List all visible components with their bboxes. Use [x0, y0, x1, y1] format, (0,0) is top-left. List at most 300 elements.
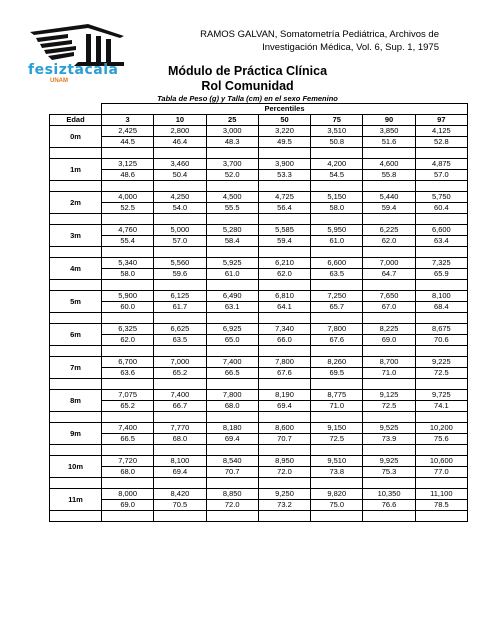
weight-cell: 9,250	[258, 489, 310, 500]
height-cell: 78.5	[415, 500, 467, 511]
height-cell: 72.0	[258, 467, 310, 478]
spacer-cell	[363, 280, 415, 291]
height-cell: 75.6	[415, 434, 467, 445]
height-cell: 63.1	[206, 302, 258, 313]
spacer-cell	[415, 511, 467, 522]
spacer-cell	[50, 313, 102, 324]
spacer-cell	[258, 148, 310, 159]
weight-cell: 8,000	[102, 489, 154, 500]
weight-cell: 4,875	[415, 159, 467, 170]
spacer-cell	[415, 346, 467, 357]
table-row-spacer	[50, 313, 468, 324]
spacer-cell	[50, 346, 102, 357]
weight-cell: 6,325	[102, 324, 154, 335]
table-row-weight	[50, 357, 468, 368]
growth-table	[49, 103, 468, 522]
weight-cell: 8,420	[154, 489, 206, 500]
height-cell: 46.4	[154, 137, 206, 148]
table-row-spacer	[50, 346, 468, 357]
weight-cell: 8,190	[258, 390, 310, 401]
spacer-cell	[415, 445, 467, 456]
height-cell: 68.0	[206, 401, 258, 412]
age-cell: 2m	[50, 192, 102, 214]
weight-cell: 7,400	[154, 390, 206, 401]
weight-cell: 9,125	[363, 390, 415, 401]
height-cell: 69.4	[258, 401, 310, 412]
spacer-cell	[311, 181, 363, 192]
table-row-weight	[50, 324, 468, 335]
weight-cell: 7,800	[206, 390, 258, 401]
percentile-header-cell: 3	[102, 115, 154, 126]
height-cell: 65.2	[154, 368, 206, 379]
spacer-cell	[363, 412, 415, 423]
height-cell: 49.5	[258, 137, 310, 148]
reference-line-1: RAMOS GALVAN, Somatometría Pediátrica, Archivos de	[200, 29, 439, 40]
height-cell: 50.4	[154, 170, 206, 181]
height-cell: 72.5	[311, 434, 363, 445]
height-cell: 51.6	[363, 137, 415, 148]
height-cell: 55.8	[363, 170, 415, 181]
weight-cell: 9,525	[363, 423, 415, 434]
weight-cell: 3,125	[102, 159, 154, 170]
height-cell: 62.0	[102, 335, 154, 346]
height-cell: 67.0	[363, 302, 415, 313]
spacer-cell	[154, 445, 206, 456]
spacer-cell	[311, 511, 363, 522]
height-cell: 70.5	[154, 500, 206, 511]
height-cell: 64.1	[258, 302, 310, 313]
percentile-header-cell: 75	[311, 115, 363, 126]
spacer-cell	[102, 346, 154, 357]
age-cell: 1m	[50, 159, 102, 181]
weight-cell: 7,340	[258, 324, 310, 335]
reference-citation	[179, 28, 439, 54]
weight-cell: 11,100	[415, 489, 467, 500]
height-cell: 75.0	[311, 500, 363, 511]
table-row-weight	[50, 192, 468, 203]
height-cell: 67.6	[311, 335, 363, 346]
height-cell: 76.6	[363, 500, 415, 511]
weight-cell: 7,075	[102, 390, 154, 401]
spacer-cell	[311, 379, 363, 390]
table-row-weight	[50, 456, 468, 467]
weight-cell: 7,800	[311, 324, 363, 335]
weight-cell: 6,125	[154, 291, 206, 302]
spacer-cell	[363, 214, 415, 225]
height-cell: 74.1	[415, 401, 467, 412]
spacer-cell	[102, 181, 154, 192]
height-cell: 61.7	[154, 302, 206, 313]
spacer-cell	[311, 280, 363, 291]
weight-cell: 6,600	[311, 258, 363, 269]
height-cell: 77.0	[415, 467, 467, 478]
weight-cell: 3,700	[206, 159, 258, 170]
height-cell: 65.2	[102, 401, 154, 412]
spacer-cell	[363, 181, 415, 192]
weight-cell: 7,325	[415, 258, 467, 269]
spacer-cell	[363, 379, 415, 390]
spacer-cell	[206, 313, 258, 324]
age-cell: 0m	[50, 126, 102, 148]
weight-cell: 7,720	[102, 456, 154, 467]
weight-cell: 7,770	[154, 423, 206, 434]
spacer-cell	[154, 247, 206, 258]
spacer-cell	[206, 214, 258, 225]
table-row-height	[50, 203, 468, 214]
spacer-cell	[154, 148, 206, 159]
height-cell: 61.0	[206, 269, 258, 280]
spacer-cell	[206, 412, 258, 423]
spacer-cell	[102, 214, 154, 225]
height-cell: 58.0	[102, 269, 154, 280]
percentile-header-cell: 10	[154, 115, 206, 126]
page-subtitle: Rol Comunidad	[201, 79, 294, 93]
weight-cell: 5,000	[154, 225, 206, 236]
weight-cell: 5,340	[102, 258, 154, 269]
weight-cell: 8,100	[415, 291, 467, 302]
spacer-cell	[415, 313, 467, 324]
weight-cell: 5,950	[311, 225, 363, 236]
weight-cell: 9,820	[311, 489, 363, 500]
height-cell: 58.0	[311, 203, 363, 214]
weight-cell: 7,400	[102, 423, 154, 434]
weight-cell: 6,490	[206, 291, 258, 302]
height-cell: 55.5	[206, 203, 258, 214]
weight-cell: 5,440	[363, 192, 415, 203]
weight-cell: 9,725	[415, 390, 467, 401]
spacer-cell	[102, 379, 154, 390]
weight-cell: 5,900	[102, 291, 154, 302]
spacer-cell	[154, 346, 206, 357]
table-row-height	[50, 500, 468, 511]
table-row-height	[50, 269, 468, 280]
table-row-height	[50, 467, 468, 478]
spacer-cell	[258, 280, 310, 291]
table-row-spacer	[50, 247, 468, 258]
spacer-cell	[415, 148, 467, 159]
spacer-cell	[258, 214, 310, 225]
weight-cell: 8,540	[206, 456, 258, 467]
weight-cell: 6,925	[206, 324, 258, 335]
table-row-spacer	[50, 181, 468, 192]
spacer-cell	[415, 478, 467, 489]
height-cell: 66.5	[102, 434, 154, 445]
height-cell: 59.6	[154, 269, 206, 280]
height-cell: 54.5	[311, 170, 363, 181]
weight-cell: 6,810	[258, 291, 310, 302]
weight-cell: 9,150	[311, 423, 363, 434]
spacer-cell	[154, 478, 206, 489]
height-cell: 65.0	[206, 335, 258, 346]
weight-cell: 8,950	[258, 456, 310, 467]
spacer-cell	[363, 346, 415, 357]
weight-cell: 8,180	[206, 423, 258, 434]
age-cell: 11m	[50, 489, 102, 511]
weight-cell: 3,510	[311, 126, 363, 137]
spacer-cell	[415, 379, 467, 390]
weight-cell: 6,210	[258, 258, 310, 269]
spacer-cell	[363, 247, 415, 258]
height-cell: 65.9	[415, 269, 467, 280]
spacer-cell	[311, 313, 363, 324]
weight-cell: 2,425	[102, 126, 154, 137]
spacer-cell	[154, 313, 206, 324]
spacer-cell	[206, 181, 258, 192]
weight-cell: 8,775	[311, 390, 363, 401]
page-title: Módulo de Práctica Clínica	[167, 64, 328, 78]
percentile-header-cell: 50	[258, 115, 310, 126]
weight-cell: 5,585	[258, 225, 310, 236]
spacer-cell	[206, 148, 258, 159]
weight-cell: 9,925	[363, 456, 415, 467]
height-cell: 60.4	[415, 203, 467, 214]
table-row-weight	[50, 489, 468, 500]
spacer-cell	[154, 181, 206, 192]
weight-cell: 7,650	[363, 291, 415, 302]
table-row-weight	[50, 423, 468, 434]
table-row-height	[50, 137, 468, 148]
spacer-cell	[415, 280, 467, 291]
spacer-cell	[258, 478, 310, 489]
height-cell: 57.0	[154, 236, 206, 247]
weight-cell: 3,850	[363, 126, 415, 137]
table-row-spacer	[50, 412, 468, 423]
weight-cell: 6,225	[363, 225, 415, 236]
height-cell: 72.5	[363, 401, 415, 412]
height-cell: 55.4	[102, 236, 154, 247]
height-cell: 67.6	[258, 368, 310, 379]
height-cell: 71.0	[311, 401, 363, 412]
weight-cell: 8,100	[154, 456, 206, 467]
spacer-cell	[50, 379, 102, 390]
height-cell: 66.5	[206, 368, 258, 379]
spacer-cell	[50, 181, 102, 192]
weight-cell: 3,000	[206, 126, 258, 137]
weight-cell: 9,510	[311, 456, 363, 467]
weight-cell: 8,675	[415, 324, 467, 335]
table-caption: Tabla de Peso (g) y Talla (cm) en el sexo Femenino	[157, 94, 338, 103]
height-cell: 69.0	[363, 335, 415, 346]
height-cell: 69.0	[102, 500, 154, 511]
table-row-spacer	[50, 511, 468, 522]
weight-cell: 3,220	[258, 126, 310, 137]
table-row-weight	[50, 390, 468, 401]
height-cell: 63.4	[415, 236, 467, 247]
height-cell: 73.8	[311, 467, 363, 478]
weight-cell: 7,250	[311, 291, 363, 302]
height-cell: 70.7	[258, 434, 310, 445]
spacer-cell	[50, 214, 102, 225]
height-cell: 75.3	[363, 467, 415, 478]
spacer-cell	[258, 412, 310, 423]
weight-cell: 5,560	[154, 258, 206, 269]
weight-cell: 8,700	[363, 357, 415, 368]
table-row-spacer	[50, 280, 468, 291]
age-cell: 7m	[50, 357, 102, 379]
height-cell: 52.8	[415, 137, 467, 148]
spacer-cell	[258, 181, 310, 192]
height-cell: 50.8	[311, 137, 363, 148]
spacer-cell	[154, 379, 206, 390]
height-cell: 57.0	[415, 170, 467, 181]
weight-cell: 10,350	[363, 489, 415, 500]
weight-cell: 4,500	[206, 192, 258, 203]
spacer-cell	[102, 148, 154, 159]
reference-line-2: Investigación Médica, Vol. 6, Sup. 1, 1975	[262, 42, 439, 53]
header-blank-cell	[50, 104, 102, 115]
height-cell: 65.7	[311, 302, 363, 313]
spacer-cell	[50, 280, 102, 291]
spacer-cell	[102, 445, 154, 456]
weight-cell: 5,925	[206, 258, 258, 269]
height-cell: 58.4	[206, 236, 258, 247]
logo-subtext: UNAM	[50, 78, 68, 84]
height-cell: 70.6	[415, 335, 467, 346]
weight-cell: 4,125	[415, 126, 467, 137]
age-cell: 8m	[50, 390, 102, 412]
spacer-cell	[258, 313, 310, 324]
height-cell: 48.3	[206, 137, 258, 148]
spacer-cell	[50, 478, 102, 489]
table-row-height	[50, 302, 468, 313]
table-row-weight	[50, 225, 468, 236]
height-cell: 72.5	[415, 368, 467, 379]
age-cell: 5m	[50, 291, 102, 313]
weight-cell: 4,250	[154, 192, 206, 203]
spacer-cell	[102, 511, 154, 522]
weight-cell: 8,600	[258, 423, 310, 434]
spacer-cell	[50, 247, 102, 258]
height-cell: 73.9	[363, 434, 415, 445]
table-row-height	[50, 335, 468, 346]
header-row-group	[50, 104, 468, 115]
table-row-weight	[50, 159, 468, 170]
weight-cell: 6,625	[154, 324, 206, 335]
spacer-cell	[363, 445, 415, 456]
height-cell: 68.4	[415, 302, 467, 313]
percentile-header-cell: 97	[415, 115, 467, 126]
spacer-cell	[50, 148, 102, 159]
height-cell: 63.6	[102, 368, 154, 379]
spacer-cell	[154, 280, 206, 291]
height-cell: 63.5	[154, 335, 206, 346]
spacer-cell	[363, 313, 415, 324]
spacer-cell	[50, 445, 102, 456]
spacer-cell	[50, 511, 102, 522]
weight-cell: 4,725	[258, 192, 310, 203]
spacer-cell	[102, 247, 154, 258]
weight-cell: 7,000	[154, 357, 206, 368]
percentile-header-cell: 90	[363, 115, 415, 126]
table-row-weight	[50, 126, 468, 137]
spacer-cell	[258, 346, 310, 357]
weight-cell: 6,600	[415, 225, 467, 236]
height-cell: 62.0	[363, 236, 415, 247]
weight-cell: 2,800	[154, 126, 206, 137]
height-cell: 60.0	[102, 302, 154, 313]
spacer-cell	[311, 346, 363, 357]
height-cell: 44.5	[102, 137, 154, 148]
weight-cell: 5,750	[415, 192, 467, 203]
spacer-cell	[102, 280, 154, 291]
spacer-cell	[363, 511, 415, 522]
spacer-cell	[415, 247, 467, 258]
spacer-cell	[258, 247, 310, 258]
height-cell: 54.0	[154, 203, 206, 214]
height-cell: 52.5	[102, 203, 154, 214]
height-cell: 68.0	[102, 467, 154, 478]
weight-cell: 10,200	[415, 423, 467, 434]
spacer-cell	[415, 214, 467, 225]
height-cell: 66.7	[154, 401, 206, 412]
height-cell: 53.3	[258, 170, 310, 181]
table-row-height	[50, 368, 468, 379]
spacer-cell	[154, 511, 206, 522]
weight-cell: 8,260	[311, 357, 363, 368]
table-row-height	[50, 236, 468, 247]
age-cell: 3m	[50, 225, 102, 247]
spacer-cell	[206, 379, 258, 390]
spacer-cell	[311, 478, 363, 489]
table-row-weight	[50, 258, 468, 269]
height-cell: 48.6	[102, 170, 154, 181]
height-cell: 64.7	[363, 269, 415, 280]
spacer-cell	[311, 247, 363, 258]
spacer-cell	[311, 148, 363, 159]
spacer-cell	[258, 445, 310, 456]
spacer-cell	[102, 478, 154, 489]
spacer-cell	[206, 445, 258, 456]
table-row-spacer	[50, 379, 468, 390]
table-row-spacer	[50, 478, 468, 489]
spacer-cell	[154, 214, 206, 225]
table-row-weight	[50, 291, 468, 302]
weight-cell: 7,800	[258, 357, 310, 368]
weight-cell: 4,760	[102, 225, 154, 236]
height-cell: 73.2	[258, 500, 310, 511]
spacer-cell	[102, 313, 154, 324]
weight-cell: 4,600	[363, 159, 415, 170]
height-cell: 59.4	[258, 236, 310, 247]
age-cell: 9m	[50, 423, 102, 445]
age-cell: 6m	[50, 324, 102, 346]
spacer-cell	[206, 247, 258, 258]
percentile-header-cell: 25	[206, 115, 258, 126]
age-cell: 4m	[50, 258, 102, 280]
weight-cell: 8,850	[206, 489, 258, 500]
spacer-cell	[415, 181, 467, 192]
weight-cell: 10,600	[415, 456, 467, 467]
height-cell: 59.4	[363, 203, 415, 214]
weight-cell: 7,400	[206, 357, 258, 368]
table-row-height	[50, 434, 468, 445]
spacer-cell	[311, 412, 363, 423]
table-row-spacer	[50, 214, 468, 225]
spacer-cell	[311, 445, 363, 456]
height-cell: 56.4	[258, 203, 310, 214]
spacer-cell	[102, 412, 154, 423]
weight-cell: 4,000	[102, 192, 154, 203]
spacer-cell	[311, 214, 363, 225]
height-cell: 66.0	[258, 335, 310, 346]
weight-cell: 3,460	[154, 159, 206, 170]
height-cell: 68.0	[154, 434, 206, 445]
height-cell: 69.5	[311, 368, 363, 379]
height-cell: 61.0	[311, 236, 363, 247]
age-cell: 10m	[50, 456, 102, 478]
weight-cell: 5,280	[206, 225, 258, 236]
spacer-cell	[154, 412, 206, 423]
